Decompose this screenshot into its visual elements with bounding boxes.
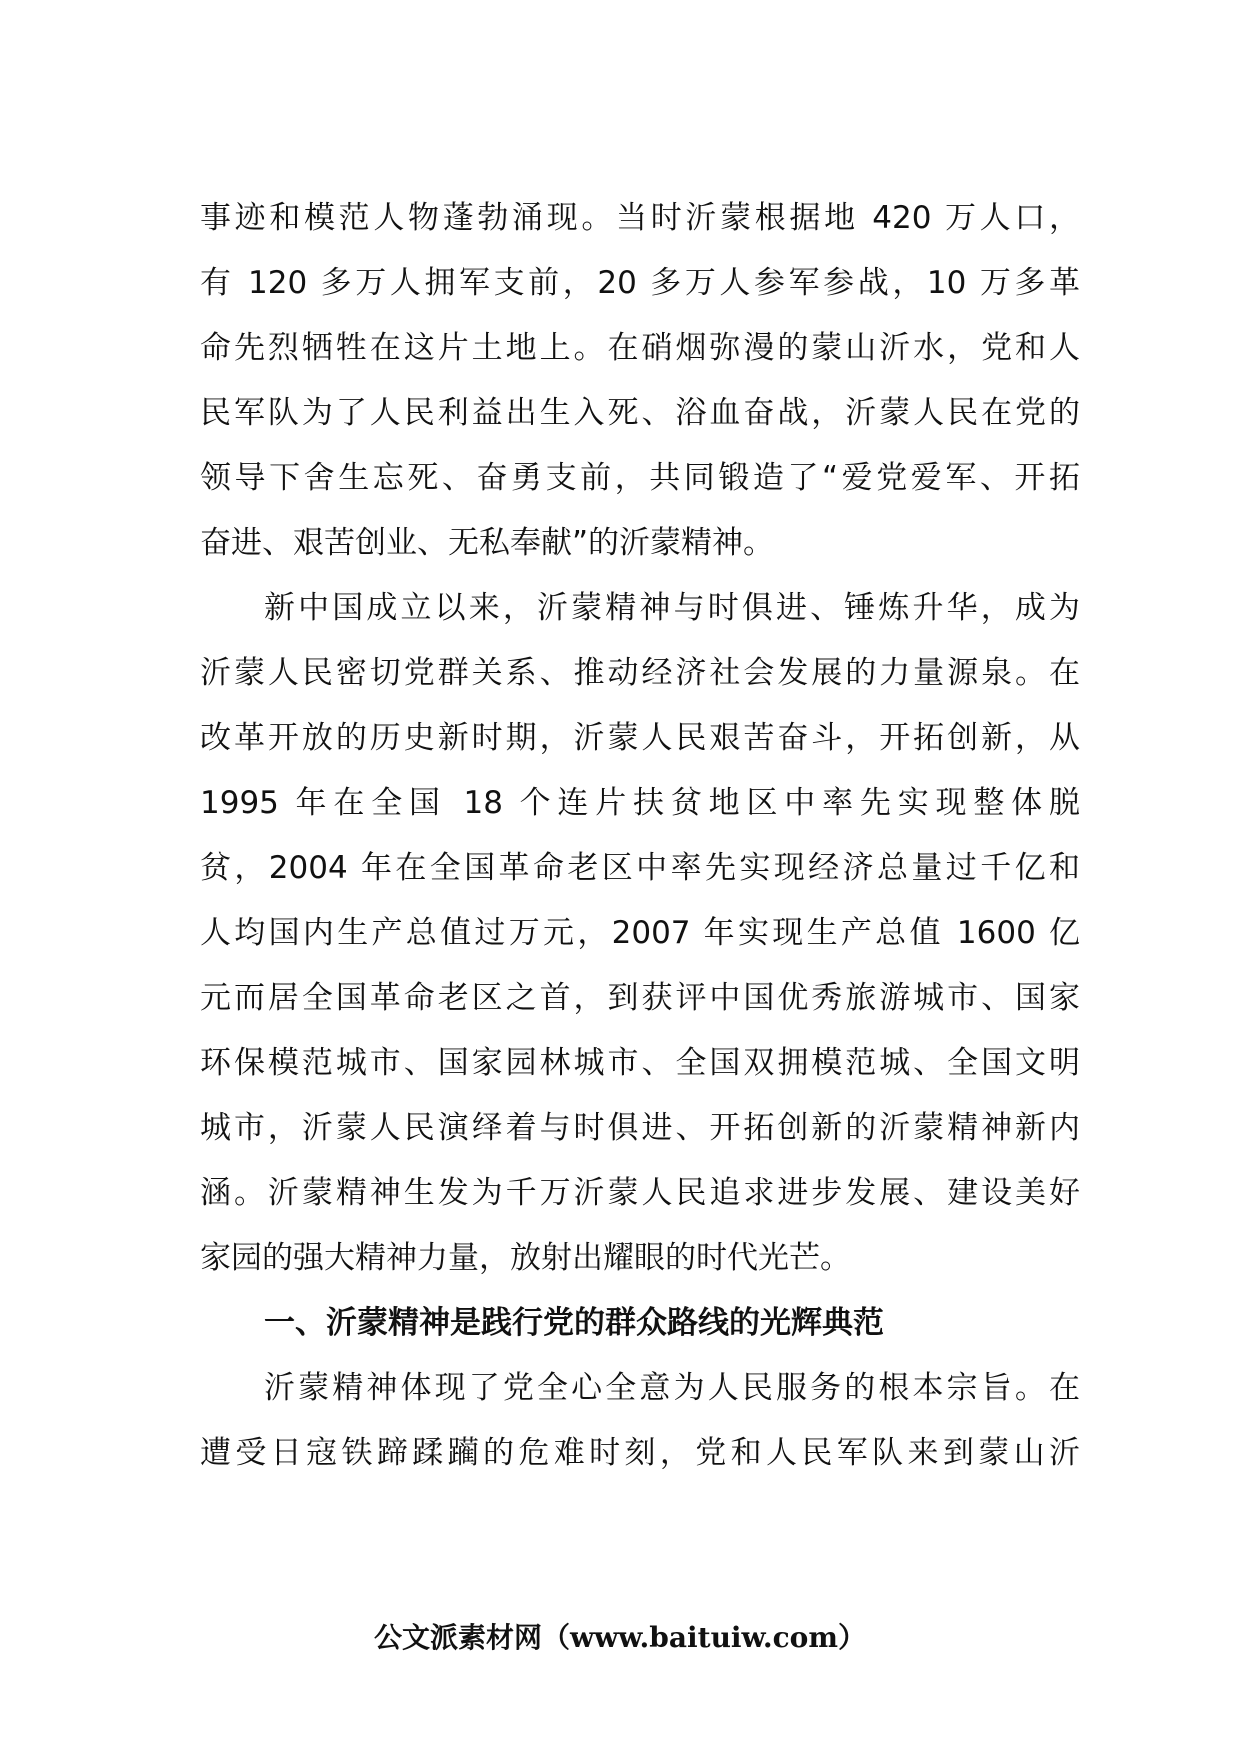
text-line: 元而居全国革命老区之首，到获评中国优秀旅游城市、国家 [200, 980, 1080, 1016]
page-footer-watermark: 公文派素材网（www.baituiw.com） [374, 1621, 866, 1654]
text-line: 人均国内生产总值过万元，2007 年实现生产总值 1600 亿 [200, 915, 1080, 951]
text-line: 遭受日寇铁蹄蹂躏的危难时刻，党和人民军队来到蒙山沂 [200, 1435, 1080, 1471]
text-line: 环保模范城市、国家园林城市、全国双拥模范城、全国文明 [200, 1045, 1080, 1081]
section-heading [200, 1291, 1080, 1356]
text-line: 沂蒙精神体现了党全心全意为人民服务的根本宗旨。在 [264, 1370, 1080, 1406]
text-line: 1995 年在全国 18 个连片扶贫地区中率先实现整体脱 [200, 785, 1080, 821]
text-line: 事迹和模范人物蓬勃涌现。当时沂蒙根据地 420 万人口， [200, 200, 1080, 236]
text-line: 民军队为了人民利益出生入死、浴血奋战，沂蒙人民在党的 [200, 395, 1080, 431]
paragraph-2 [200, 576, 1080, 1291]
text-line: 新中国成立以来，沂蒙精神与时俱进、锤炼升华，成为 [264, 590, 1080, 626]
text-line: 家园的强大精神力量，放射出耀眼的时代光芒。 [200, 1240, 851, 1276]
text-line: 领导下舍生忘死、奋勇支前，共同锻造了“爱党爱军、开拓 [200, 460, 1080, 496]
text-line: 沂蒙人民密切党群关系、推动经济社会发展的力量源泉。在 [200, 655, 1080, 691]
text-line: 改革开放的历史新时期，沂蒙人民艰苦奋斗，开拓创新，从 [200, 720, 1080, 756]
text-line: 命先烈牺牲在这片土地上。在硝烟弥漫的蒙山沂水，党和人 [200, 330, 1080, 366]
paragraph-1 [200, 186, 1080, 576]
text-line: 有 120 多万人拥军支前，20 多万人参军参战，10 万多革 [200, 265, 1080, 301]
heading-text: 一、沂蒙精神是践行党的群众路线的光辉典范 [264, 1305, 884, 1341]
text-line: 城市，沂蒙人民演绎着与时俱进、开拓创新的沂蒙精神新内 [200, 1110, 1080, 1146]
text-line: 奋进、艰苦创业、无私奉献”的沂蒙精神。 [200, 525, 775, 561]
text-line: 贫，2004 年在全国革命老区中率先实现经济总量过千亿和 [200, 850, 1080, 886]
paragraph-3 [200, 1356, 1080, 1486]
document-body [200, 186, 1080, 1486]
text-line: 涵。沂蒙精神生发为千万沂蒙人民追求进步发展、建设美好 [200, 1175, 1080, 1211]
